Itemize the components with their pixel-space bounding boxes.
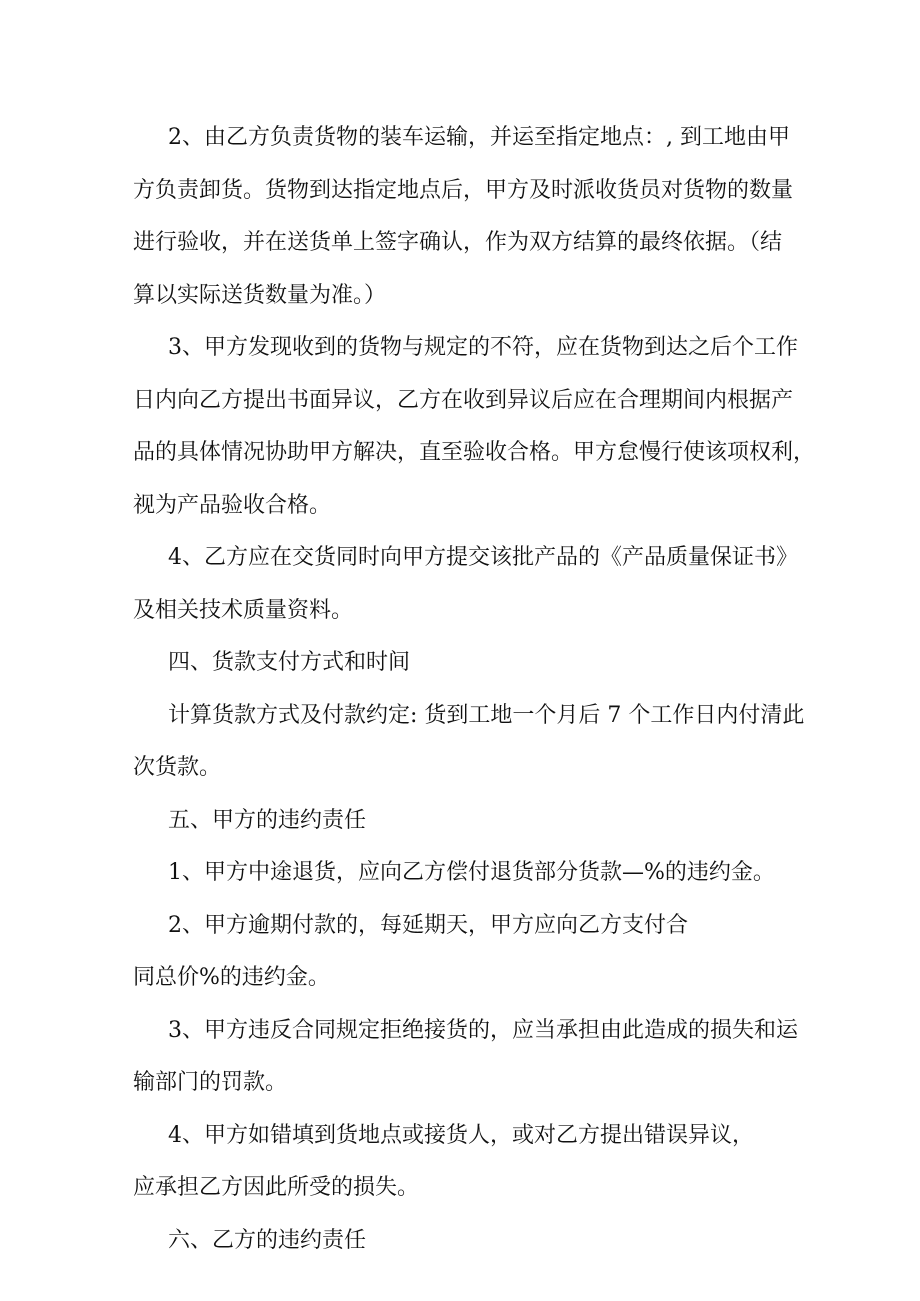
text-line: 品的具体情况协助甲方解决，直至验收合格。甲方怠慢行使该项权利， [133, 440, 816, 465]
text-line: 3、甲方违反合同规定拒绝接货的，应当承担由此造成的损失和运 [168, 1017, 798, 1043]
text-line: 同总价%的违约金。 [133, 965, 330, 990]
document-body [133, 112, 816, 1267]
section-heading: 四、货款支付方式和时间 [168, 650, 411, 675]
text-line: 2、由乙方负责货物的装车运输，并运至指定地点：, 到工地由甲 [168, 125, 790, 150]
text-line: 4、乙方应在交货同时向甲方提交该批产品的《产品质量保证书》 [168, 545, 798, 570]
text-line: 计算货款方式及付款约定: 货到工地一个月后 7 个工作日内付清此 [168, 702, 805, 728]
text-line: 应承担乙方因此所受的损失。 [133, 1175, 420, 1200]
text-line: 日内向乙方提出书面异议，乙方在收到异议后应在合理期间内根据产 [133, 387, 794, 413]
text-line: 1、甲方中途退货，应向乙方偿付退货部分货款—%的违约金。 [168, 860, 775, 885]
text-line: 输部门的罚款。 [133, 1070, 288, 1095]
text-line: 2、甲方逾期付款的，每延期天，甲方应向乙方支付合 [168, 912, 688, 938]
section-heading: 六、乙方的违约责任 [168, 1227, 367, 1253]
text-line: 进行验收，并在送货单上签字确认，作为双方结算的最终依据。（结 [133, 230, 783, 255]
text-line: 3、甲方发现收到的货物与规定的不符，应在货物到达之后个工作 [168, 335, 798, 360]
text-line: 次货款。 [133, 755, 222, 780]
text-line: 视为产品验收合格。 [133, 492, 332, 518]
text-line: 及相关技术质量资料。 [133, 597, 354, 623]
text-line: 方负责卸货。货物到达指定地点后，甲方及时派收货员对货物的数量 [133, 177, 794, 203]
text-line: 算以实际送货数量为准。） [133, 282, 387, 308]
section-heading: 五、甲方的违约责任 [168, 807, 367, 833]
text-line: 4、甲方如错填到货地点或接货人，或对乙方提出错误异议， [168, 1122, 754, 1148]
